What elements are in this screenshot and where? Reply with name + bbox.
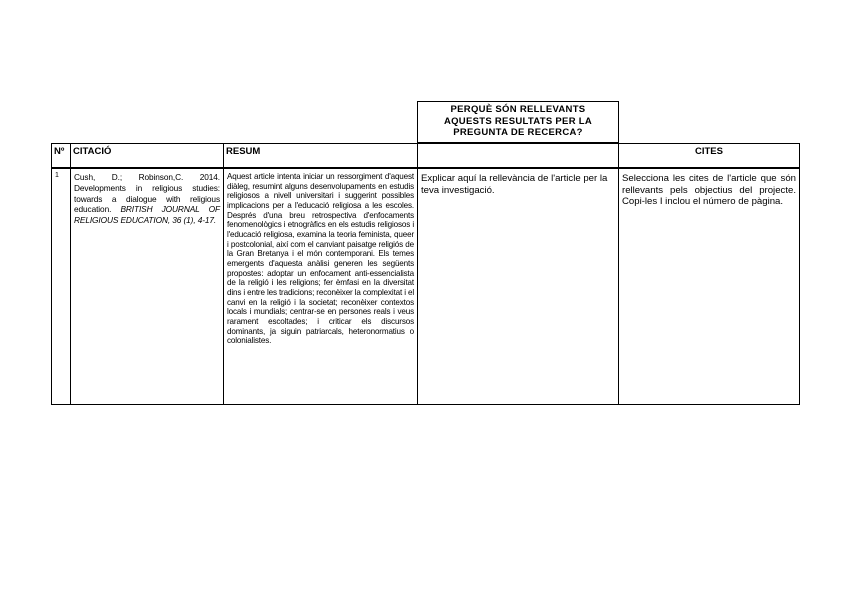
row-1-relevance-cell[interactable] — [417, 168, 619, 405]
row-1-citation-cell — [70, 168, 224, 405]
header-num — [51, 143, 71, 168]
header-summary-text: RESUM — [226, 146, 261, 157]
header-cites — [618, 143, 800, 168]
header-summary — [223, 143, 418, 168]
row-1-summary: Aquest article intenta iniciar un ressorgiment d'aquest diàleg, resumint alguns desenvolupaments en estudis religiosos a nivell universitari i suggerint possibles implicacions per a l'educació religiosa a les escoles. Després d'una breu retrospectiva d'enfocaments fenomenològics i etnogràfics en els estudis religiosos i l'educació religiosa, examina la teoria feminista, queer i postcolonial, així com el canviant paisatge religiós de la Gran Bretanya i el món contemporani. Els temes emergents d'aquesta anàlisi generen les següents propostes: adoptar un enfocament anti-essencialista de la religió i les religions; fer èmfasi en la diversitat dins i entre les tradicions; reconèixer la complexitat i el canvi en la religió i la societat; reconèixer contextos locals i mundials; centrar-se en persones reals i veus rarament escoltades; i criticar els discursos dominants, ja siguin patriarcals, heteronormatius o colonialistes. — [227, 172, 414, 346]
row-1-num-cell — [51, 168, 71, 405]
row-1-cites-cell[interactable] — [618, 168, 800, 405]
row-1-relevance: Explicar aquí la rellevància de l'article per la teva investigació. — [421, 173, 608, 196]
row-1-citation-journal: BRITISH JOURNAL OF RELIGIOUS EDUCATION, 36 (1), 4-17. — [74, 204, 220, 226]
header-relevance-empty — [417, 143, 619, 168]
row-1-num: 1 — [55, 172, 59, 179]
header-num-text: Nº — [54, 146, 65, 157]
row-1-summary-cell — [223, 168, 418, 405]
relevance-question-header — [417, 101, 619, 143]
header-cites-text: CITES — [695, 146, 723, 157]
header-citation-text: CITACIÓ — [73, 146, 112, 157]
row-1-citation-authors: Cush, D.; Robinson,C. 2014. Developments in religious studies: towards a dialogue with religious education. — [74, 172, 220, 215]
header-citation — [70, 143, 224, 168]
relevance-question-header-text: PERQUÈ SÓN RELLEVANTS AQUESTS RESULTATS PER LA PREGUNTA DE RECERCA? — [443, 104, 593, 138]
row-1-cites: Selecciona les cites de l'article que són rellevants pels objectius del projecte. Copi-les I inclou el número de pàgina. — [622, 173, 796, 208]
row-1-citation — [71, 169, 223, 226]
